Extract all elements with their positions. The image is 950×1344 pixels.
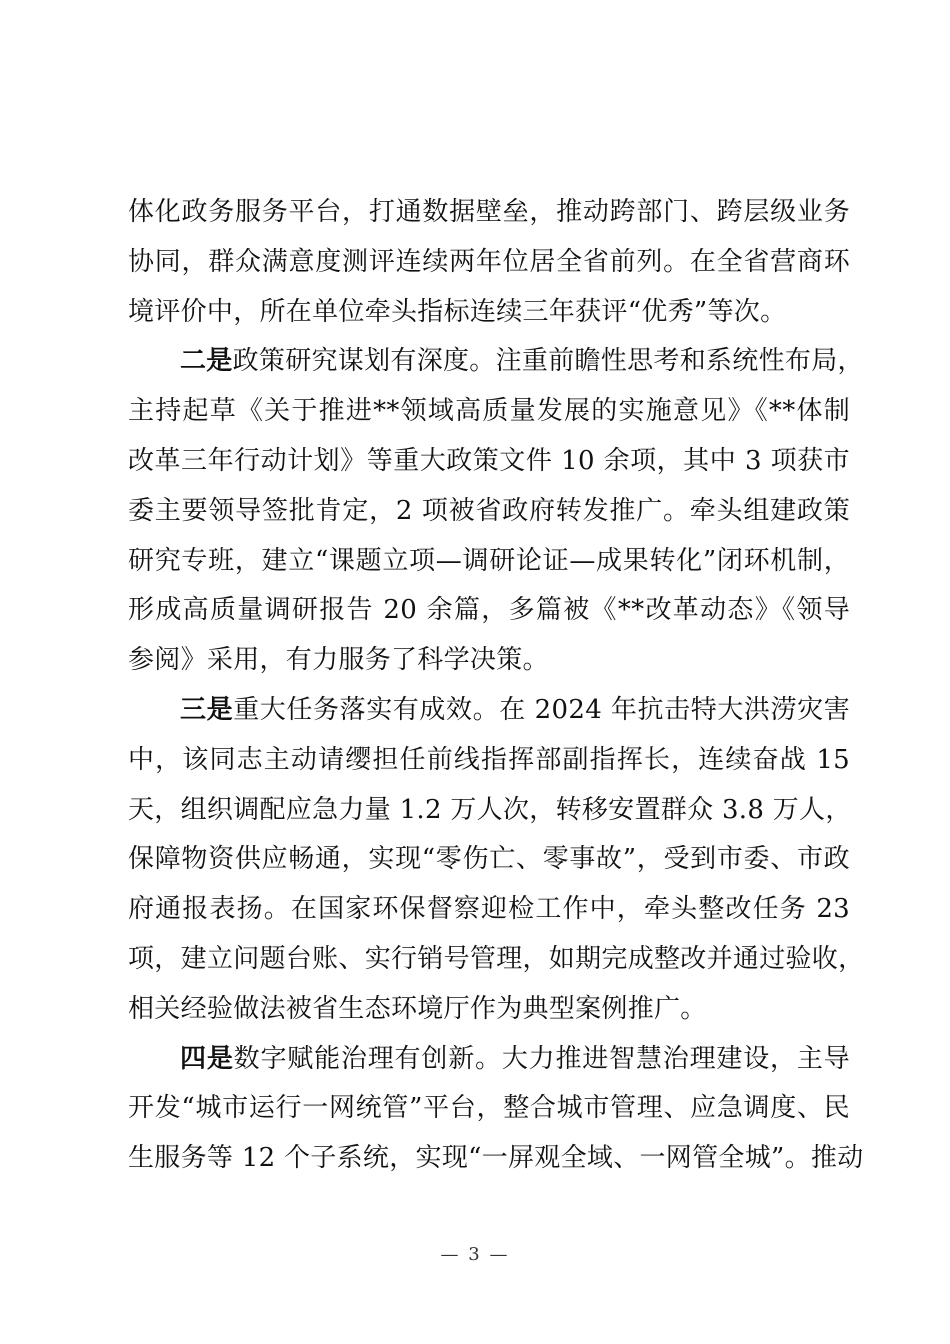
paragraph-first-line: 数字赋能治理有创新。大力推进智慧治理建设，主导 bbox=[233, 1043, 850, 1074]
text-line: 境评价中，所在单位牵头指标连续三年获评“优秀”等次。 bbox=[128, 296, 787, 327]
text-line: 参阅》采用，有力服务了科学决策。 bbox=[128, 645, 549, 676]
text-line: 府通报表扬。在国家环保督察迎检工作中，牵头整改任务 23 bbox=[128, 894, 850, 925]
document-body bbox=[128, 188, 865, 1184]
text-line: 天，组织调配应急力量 1.2 万人次，转移安置群众 3.8 万人， bbox=[128, 794, 852, 825]
paragraph-4 bbox=[128, 1035, 864, 1184]
text-line: 生服务等 12 个子系统，实现“一屏观全域、一网管全城”。推动 bbox=[128, 1143, 864, 1174]
text-line: 改革三年行动计划》等重大政策文件 10 余项，其中 3 项获市 bbox=[128, 445, 850, 476]
paragraph-2 bbox=[128, 337, 864, 686]
text-line: 相关经验做法被省生态环境厅作为典型案例推广。 bbox=[128, 993, 707, 1024]
text-line bbox=[128, 337, 864, 387]
paragraph-first-line: 重大任务落实有成效。在 2024 年抗击特大洪涝灾害 bbox=[233, 694, 850, 725]
text-line: 研究专班，建立“课题立项—调研论证—成果转化”闭环机制， bbox=[128, 545, 850, 576]
text-line: 委主要领导签批肯定，2 项被省政府转发推广。牵头组建政策 bbox=[128, 495, 850, 526]
page-number: — 3 — bbox=[440, 1244, 510, 1265]
text-line: 项，建立问题台账、实行销号管理，如期完成整改并通过验收， bbox=[128, 943, 865, 974]
paragraph-first-line: 政策研究谋划有深度。注重前瞻性思考和系统性布局， bbox=[232, 346, 864, 377]
text-line: 协同，群众满意度测评连续两年位居全省前列。在全省营商环 bbox=[128, 246, 850, 277]
text-line bbox=[128, 1035, 850, 1085]
text-line: 体化政务服务平台，打通数据壁垒，推动跨部门、跨层级业务 bbox=[128, 197, 850, 227]
text-line: 主持起草《关于推进**领域高质量发展的实施意见》《**体制 bbox=[128, 396, 850, 427]
text-line: 开发“城市运行一网统管”平台，整合城市管理、应急调度、民 bbox=[128, 1093, 850, 1124]
text-line bbox=[128, 686, 850, 736]
paragraph-3 bbox=[128, 686, 865, 1035]
text-line: 形成高质量调研报告 20 余篇，多篇被《**改革动态》《领导 bbox=[128, 595, 850, 626]
paragraph-lead: 二是 bbox=[180, 346, 233, 377]
text-line: 中，该同志主动请缨担任前线指挥部副指挥长，连续奋战 15 bbox=[128, 744, 850, 775]
paragraph-1 bbox=[128, 188, 850, 337]
paragraph-lead: 三是 bbox=[180, 694, 234, 725]
text-line: 保障物资供应畅通，实现“零伤亡、零事故”，受到市委、市政 bbox=[128, 844, 850, 875]
paragraph-lead: 四是 bbox=[180, 1043, 234, 1074]
